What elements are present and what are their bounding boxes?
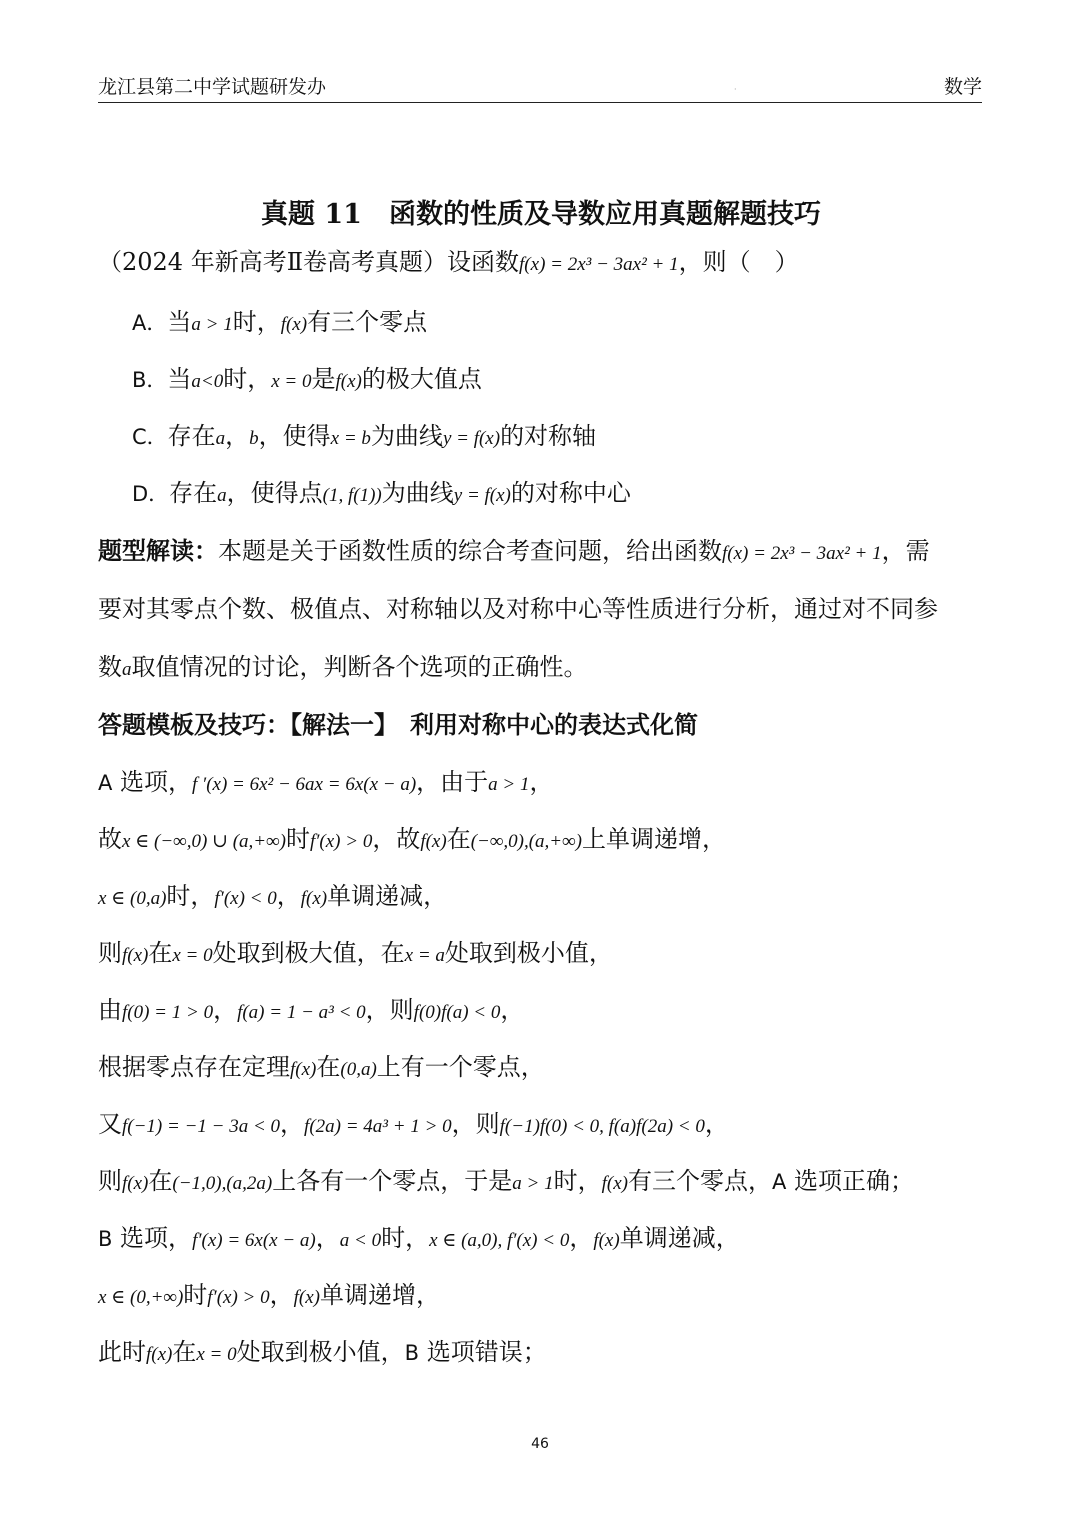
step-math: f′(x) > 0 [207,1287,270,1308]
step-text: ， [704,1110,729,1138]
option-part: ， [225,422,250,450]
step-line [98,811,984,868]
option-part: 时， [232,308,281,336]
solution-steps [98,754,984,1381]
option-part: x = 0 [271,371,312,392]
step-math: (−∞,0),(a,+∞) [470,831,582,852]
step-line [98,1039,984,1096]
step-math: f ′(x) = 6x² − 6ax = 6x(x − a) [192,774,417,795]
step-text: B [404,1341,420,1365]
step-line [98,1324,984,1381]
step-text: A [98,771,113,795]
step-line [98,925,984,982]
step-math: f(x) [290,1059,317,1080]
analysis-label: 题型解读： [98,536,218,565]
step-text: 单调递减， [327,882,448,910]
step-text: ，则 [365,996,414,1024]
step-text: 则 [98,939,122,967]
step-text: 在 [148,939,173,967]
step-math: x ∈ (−∞,0) ∪ (a,+∞) [122,831,286,852]
step-text: 由 [98,996,122,1024]
header-dot: · [734,85,737,94]
step-text: 在 [148,1167,173,1195]
step-text: ，由于 [416,768,489,796]
step-text: 上各有一个零点，于是 [272,1167,513,1195]
step-text: ，故 [372,825,421,853]
step-math: x ∈ (0,+∞) [98,1287,184,1308]
step-line [98,1153,984,1210]
method-name: 【解法一】 [290,710,398,739]
step-math: f(x) [601,1173,628,1194]
step-text: 时， [381,1224,430,1252]
step-math: f(2a) = 4a³ + 1 > 0 [304,1116,452,1137]
problem-statement [98,236,984,294]
problem-tail: ，则（ ） [678,248,799,276]
step-text: 选项错误； [419,1338,547,1366]
option-part: ，使得 [258,422,331,450]
option-part: ，使得点 [226,479,323,507]
step-math: f(x) [593,1230,620,1251]
analysis-func: f(x) = 2x³ − 3ax² + 1 [722,543,882,564]
method-label: 答题模板及技巧： [98,710,290,739]
analysis-line-1 [98,522,984,580]
step-text: ， [500,996,525,1024]
page-content [98,194,984,1381]
step-math: f(0) = 1 > 0 [122,1002,214,1023]
step-text: 在 [446,825,471,853]
step-text: ， [213,996,238,1024]
option-part: y = f(x) [453,485,511,506]
option-part: 是 [311,365,336,393]
step-line [98,754,984,811]
step-math: f(x) [293,1287,320,1308]
step-math: a > 1 [512,1173,554,1194]
step-text: 单调递减， [619,1224,740,1252]
step-math: x ∈ (0,a) [98,888,167,909]
option-part: b [249,428,259,449]
option-letter: A． [132,311,168,335]
step-text: B [98,1227,113,1251]
option-d [98,465,984,522]
option-part: 存在 [167,422,216,450]
step-math: x ∈ (a,0), f′(x) < 0 [429,1230,570,1251]
option-part: 当 [167,365,192,393]
step-text: ，则 [451,1110,500,1138]
analysis-line-2: 要对其零点个数、极值点、对称轴以及对称中心等性质进行分析，通过对不同参 [98,595,938,623]
step-text: 上单调递增， [581,825,726,853]
step-text: ， [315,1224,340,1252]
option-part: a<0 [191,371,224,392]
option-part: 当 [167,308,192,336]
step-text: 处取到极大值，在 [212,939,405,967]
step-math: f(−1)f(0) < 0, f(a)f(2a) < 0 [499,1116,705,1137]
option-part: f(x) [335,371,362,392]
step-text: ， [269,1281,294,1309]
option-part: 为曲线 [370,422,443,450]
step-math: x = 0 [196,1344,237,1365]
analysis-line-3 [98,638,984,696]
step-text: 选项正确； [786,1167,914,1195]
step-text: 单调递增， [320,1281,440,1309]
analysis-text: 本题是关于函数性质的综合考查问题，给出函数 [218,537,722,565]
step-text: 故 [98,825,122,853]
step-text: 处取到极小值， [444,939,613,967]
step-text: 处取到极小值， [236,1338,405,1366]
option-part: (1, f(1)) [322,485,382,506]
step-math: f(x) [122,945,149,966]
options-list [98,294,984,522]
step-text: 在 [316,1053,341,1081]
page-title: 真题 11 函数的性质及导数应用真题解题技巧 [261,199,821,230]
step-math: a < 0 [339,1230,382,1251]
option-part: 为曲线 [381,479,454,507]
step-math: x = a [404,945,445,966]
option-letter: B． [132,368,168,392]
analysis-text: 数 [98,653,122,681]
step-math: f′(x) > 0 [309,831,373,852]
option-part: 时， [223,365,272,393]
step-math: f(0)f(a) < 0 [413,1002,501,1023]
step-math: f(x) [146,1344,173,1365]
option-letter: C． [132,425,168,449]
step-math: a > 1 [488,774,530,795]
step-text: 时， [166,882,215,910]
step-math: (0,a) [340,1059,377,1080]
problem-func: f(x) = 2x³ − 3ax² + 1 [519,254,679,275]
step-text: ， [276,882,301,910]
step-text: ， [280,1110,305,1138]
option-part: f(x) [280,314,308,335]
step-text: 选项， [112,768,193,796]
page-header [98,74,982,103]
step-text: 选项， [112,1224,193,1252]
option-part: 有三个零点 [307,308,428,336]
step-text: A [771,1170,787,1194]
problem-intro: （2024 年新高考Ⅱ卷高考真题）设函数 [98,248,520,276]
option-part: 的对称中心 [510,479,631,507]
step-math: f(−1) = −1 − 3a < 0 [122,1116,281,1137]
step-math: f′(x) < 0 [214,888,277,909]
option-part: x = b [330,428,371,449]
step-math: f(x) [420,831,447,852]
step-line [98,1267,984,1324]
step-text: 则 [98,1167,122,1195]
step-math: f(x) [300,888,328,909]
page-number: 46 [531,1436,549,1452]
header-school: 龙江县第二中学试题研发办 [98,76,327,98]
header-subject: 数学 [943,76,982,98]
option-part: 的对称轴 [500,422,597,450]
step-line [98,1210,984,1267]
step-text: 在 [172,1338,197,1366]
step-text: 时 [285,825,310,853]
analysis-text: ，需 [881,537,930,565]
step-text: 根据零点存在定理 [98,1053,290,1081]
option-part: a [217,485,227,506]
option-part: y = f(x) [442,428,501,449]
option-part: 存在 [169,479,218,507]
step-text: 有三个零点， [627,1167,772,1195]
step-text: 又 [98,1110,122,1138]
method-heading [98,696,984,754]
step-math: (−1,0),(a,2a) [172,1173,273,1194]
step-line [98,1096,984,1153]
step-math: x = 0 [172,945,213,966]
option-part: 的极大值点 [361,365,482,393]
step-text: 时 [183,1281,208,1309]
step-text: 时， [553,1167,602,1195]
step-text: ， [529,768,554,796]
step-text: ， [569,1224,594,1252]
option-part: a > 1 [191,314,233,335]
method-desc: 利用对称中心的表达式化简 [410,710,698,739]
analysis-text: 取值情况的讨论，判断各个选项的正确性。 [131,653,588,681]
step-line [98,982,984,1039]
step-math: f(a) = 1 − a³ < 0 [237,1002,366,1023]
option-a [98,294,984,351]
step-text: 此时 [98,1338,146,1366]
step-math: f(x) [122,1173,149,1194]
analysis-var: a [122,659,132,680]
option-b [98,351,984,408]
option-c [98,408,984,465]
option-part: a [215,428,226,449]
step-text: 上有一个零点， [376,1053,545,1081]
option-letter: D． [132,482,170,506]
step-line [98,868,984,925]
step-math: f′(x) = 6x(x − a) [192,1230,316,1251]
